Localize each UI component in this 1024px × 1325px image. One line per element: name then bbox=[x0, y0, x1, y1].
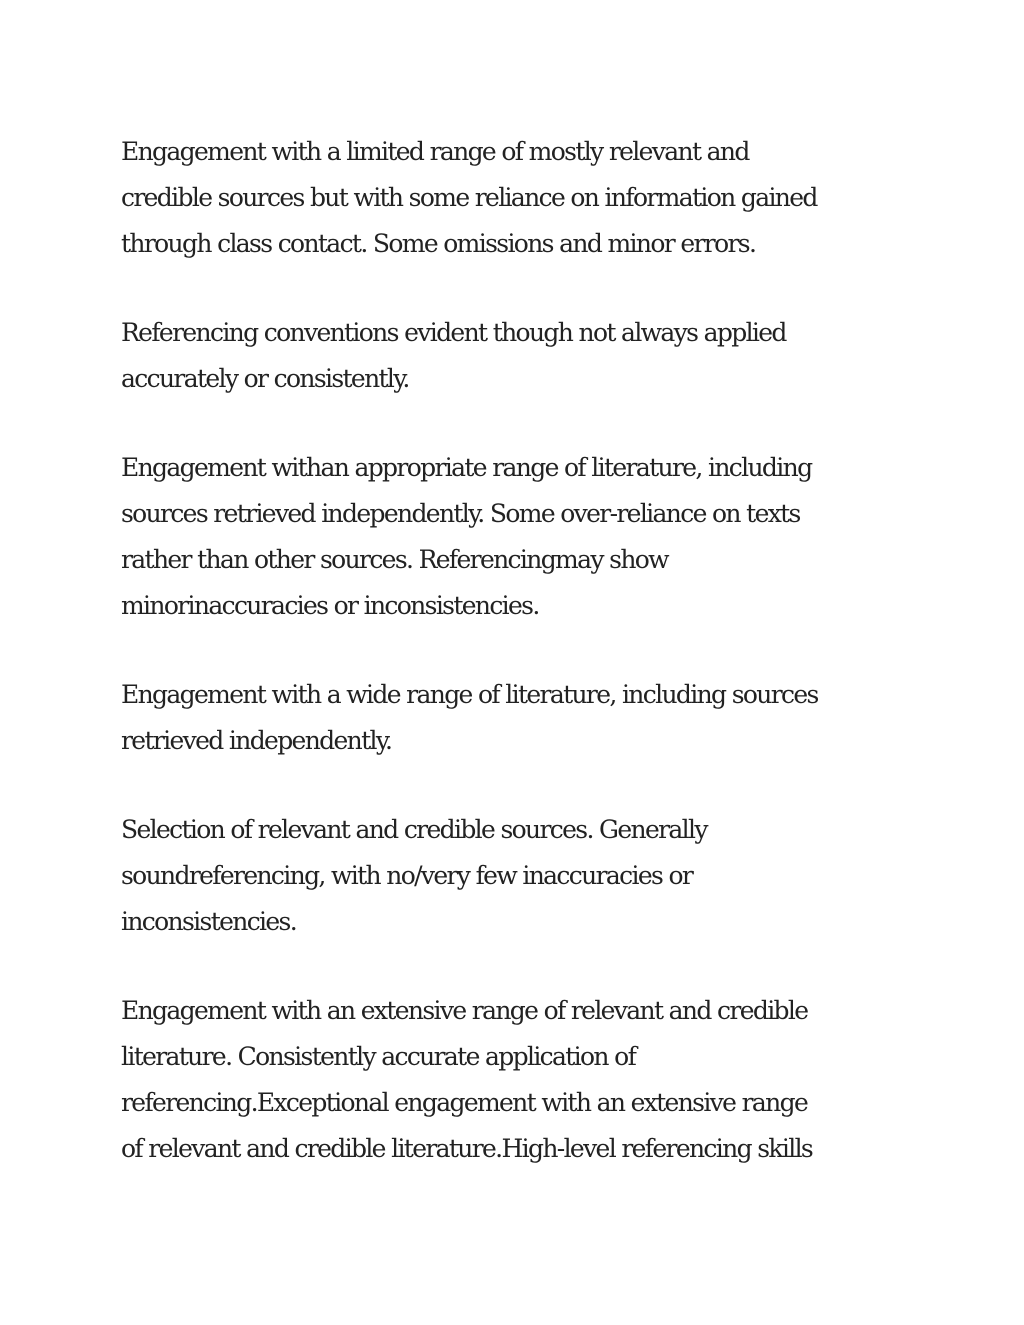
paragraph-appropriate-range bbox=[121, 445, 921, 629]
document-body bbox=[121, 129, 921, 1215]
text-line: accurately or consistently. bbox=[121, 364, 409, 393]
text-line: soundreferencing, with no/very few inaccuracies or bbox=[121, 861, 693, 890]
text-line: inconsistencies. bbox=[121, 907, 297, 936]
text-line: retrieved independently. bbox=[121, 726, 392, 755]
text-line: Selection of relevant and credible sources. Generally bbox=[121, 815, 707, 844]
paragraph-extensive-range bbox=[121, 988, 921, 1172]
text-line: Engagement withan appropriate range of literature, including bbox=[121, 453, 812, 482]
text-line: Engagement with a limited range of mostly relevant and bbox=[121, 137, 749, 166]
text-line: credible sources but with some reliance on information gained bbox=[121, 183, 817, 212]
text-line: Engagement with a wide range of literature, including sources bbox=[121, 680, 818, 709]
paragraph-limited-range bbox=[121, 129, 921, 267]
text-line: of relevant and credible literature.High-level referencing skills bbox=[121, 1134, 813, 1163]
text-line: Engagement with an extensive range of relevant and credible bbox=[121, 996, 808, 1025]
text-line: rather than other sources. Referencingmay show bbox=[121, 545, 668, 574]
text-line: sources retrieved independently. Some over-reliance on texts bbox=[121, 499, 800, 528]
paragraph-wide-range bbox=[121, 672, 921, 764]
text-line: referencing.Exceptional engagement with an extensive range bbox=[121, 1088, 808, 1117]
text-line: literature. Consistently accurate application of bbox=[121, 1042, 636, 1071]
paragraph-selection-of-sources bbox=[121, 807, 921, 945]
text-line: Referencing conventions evident though not always applied bbox=[121, 318, 786, 347]
paragraph-referencing-conventions bbox=[121, 310, 921, 402]
text-line: through class contact. Some omissions and minor errors. bbox=[121, 229, 756, 258]
text-line: minorinaccuracies or inconsistencies. bbox=[121, 591, 539, 620]
